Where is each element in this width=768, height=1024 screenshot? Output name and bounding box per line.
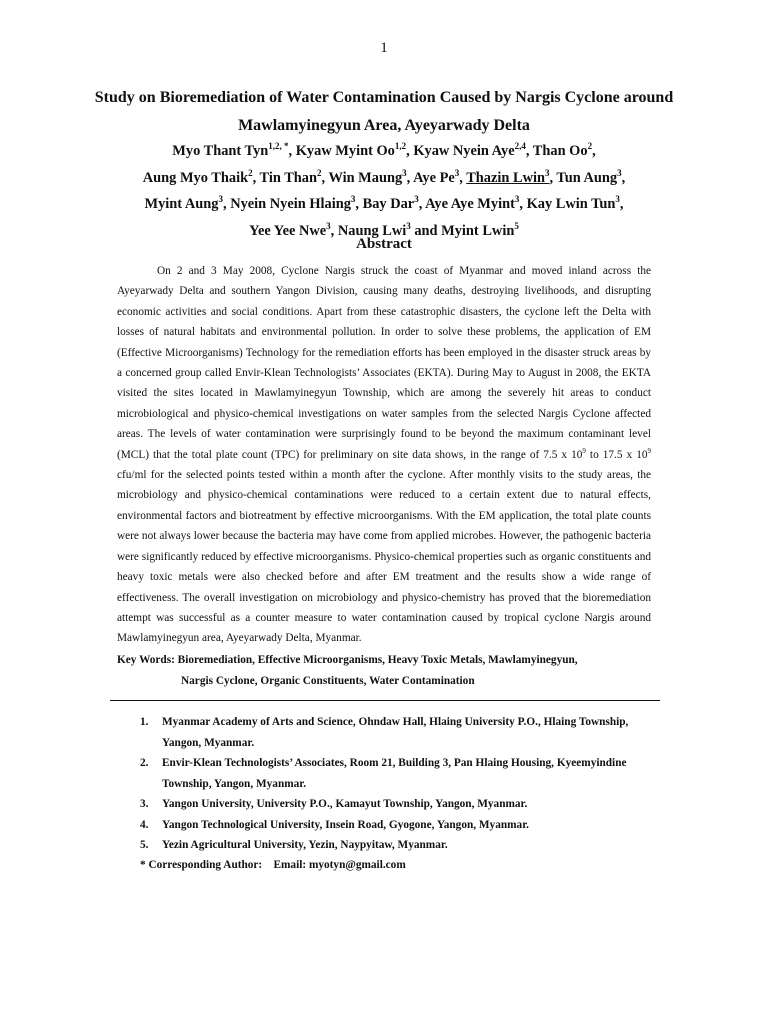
author-affiliation-mark: 3 <box>326 220 331 231</box>
author-separator: , <box>525 143 533 159</box>
author-separator: , <box>355 196 363 213</box>
author-separator: , <box>252 169 260 186</box>
author-separator: , <box>321 169 329 186</box>
author-affiliation-mark: 3 <box>615 194 620 205</box>
author-affiliation-mark: 2,4 <box>514 141 526 152</box>
author-name: Aye Aye Myint <box>425 196 515 213</box>
author-affiliation-mark: 2 <box>317 167 322 178</box>
abstract-text-part1: On 2 and 3 May 2008, Cyclone Nargis struck the coast of Myanmar and moved inland across the Ayeyarwady Delta and southern Yangon Division, causing many deaths, destroying livelihoods, and disrupting economic activities and social conditions. Apart from these catastrophic disasters, the cyclone left the Delta with losses of natural habitats and environmental pollution. In order to solve these problems, the application of EM (Effective Microorganisms) Technology for the remediation efforts has been employed in the disaster struck areas by a concerned group called Envir-Klean Technologists’ Associates (EKTA). During May to August in 2008, the EKTA visited the sites located in Mawlamyinegyun Township, which are among the severely hit areas to conduct microbiological and physico-chemical investigations on water samples from the selected Nargis Cyclone affected areas. The levels of water contamination were surprisingly found to be beyond the maximum contaminant level (MCL) that the total plate count (TPC) for preliminary on site data shows, in the range of 7.5 x 10 <box>117 265 651 461</box>
author-list <box>60 138 708 244</box>
affiliation-item <box>140 835 660 856</box>
author-affiliation-mark: 2 <box>587 141 593 152</box>
author-6 <box>259 167 322 186</box>
author-separator: , <box>619 196 624 213</box>
author-affiliation-mark: 1,2 <box>394 141 407 152</box>
author-13 <box>363 196 419 212</box>
author-affiliation-mark: 3 <box>544 167 550 178</box>
author-name: Win Maung <box>328 169 403 186</box>
author-separator: and <box>410 222 442 239</box>
author-separator: , <box>222 196 231 213</box>
author-name: Myo Thant Tyn <box>172 143 269 159</box>
author-14 <box>425 196 519 212</box>
author-separator: , <box>621 169 626 186</box>
abstract-exponent-2: 9 <box>647 446 651 455</box>
author-affiliation-mark: 3 <box>454 167 460 178</box>
author-9 <box>466 167 550 186</box>
author-4 <box>533 143 592 159</box>
author-name: Bay Dar <box>362 196 415 213</box>
author-affiliation-mark: 2 <box>248 167 253 178</box>
author-12 <box>230 196 355 212</box>
affiliation-item <box>140 815 660 836</box>
author-affiliation-mark: 3 <box>402 167 407 178</box>
author-name: Myint Aung <box>144 196 219 213</box>
author-separator: , <box>288 143 296 159</box>
affiliation-number: 4. <box>140 818 149 831</box>
author-name: Kay Lwin Tun <box>526 196 616 213</box>
author-separator: , <box>519 196 527 213</box>
author-separator: , <box>592 143 596 159</box>
author-name: Thazin Lwin <box>466 169 545 186</box>
abstract-heading: Abstract <box>356 236 412 252</box>
author-1 <box>172 143 288 159</box>
author-affiliation-mark: 3 <box>218 194 223 205</box>
affiliation-text: Yangon Technological University, Insein Road, Gyogone, Yangon, Myanmar. <box>162 818 529 831</box>
abstract-body <box>117 261 651 649</box>
author-name: Nyein Nyein Hlaing <box>230 196 351 213</box>
author-separator: , <box>330 222 338 239</box>
author-name: Aye Pe <box>413 169 455 186</box>
affiliation-text: Yezin Agricultural University, Yezin, Naypyitaw, Myanmar. <box>162 839 448 851</box>
author-affiliation-mark: 3 <box>406 220 411 231</box>
author-name: Myint Lwin <box>441 222 515 239</box>
author-10 <box>556 167 622 186</box>
affiliation-number: 3. <box>140 798 149 810</box>
author-separator: , <box>406 143 414 159</box>
affiliation-list <box>140 712 660 856</box>
affiliation-text: Yangon University, University P.O., Kamayut Township, Yangon, Myanmar. <box>162 798 528 810</box>
author-5 <box>142 167 253 186</box>
affiliation-item <box>140 753 660 794</box>
author-3 <box>413 143 526 159</box>
author-separator: , <box>406 169 414 186</box>
author-name: Tin Than <box>259 169 318 186</box>
affiliation-text: Myanmar Academy of Arts and Science, Ohndaw Hall, Hlaing University P.O., Hlaing Township, Yangon, Myanmar. <box>162 716 629 749</box>
author-2 <box>296 143 406 159</box>
author-affiliation-mark: 3 <box>414 194 419 205</box>
author-11 <box>145 196 223 212</box>
author-7 <box>328 167 407 186</box>
author-8 <box>413 167 460 186</box>
corresponding-author: * Corresponding Author: Email: myotyn@gmail.com <box>140 859 406 871</box>
keywords <box>117 650 651 691</box>
author-affiliation-mark: 3 <box>350 194 356 205</box>
affiliation-item <box>140 794 660 815</box>
abstract-exponent-1: 9 <box>582 446 586 455</box>
affiliation-text: Envir-Klean Technologists’ Associates, Room 21, Building 3, Pan Hlaing Housing, Kyeemyindine Township, Yangon, Myanmar. <box>162 757 627 790</box>
affiliation-number: 2. <box>140 757 149 769</box>
author-affiliation-mark: 3 <box>617 167 622 178</box>
author-15 <box>527 196 620 212</box>
keywords-line-1: Key Words: Bioremediation, Effective Microorganisms, Heavy Toxic Metals, Mawlamyinegyun, <box>117 654 578 666</box>
author-name: Kyaw Myint Oo <box>295 143 395 159</box>
affiliation-number: 5. <box>140 839 149 851</box>
author-separator: , <box>418 196 426 213</box>
abstract-text-part2: to 17.5 x 10 <box>585 448 648 461</box>
author-name: Aung Myo Thaik <box>142 169 249 186</box>
abstract-text-part3: cfu/ml for the selected points tested within a month after the cyclone. After monthly visits to the study areas, the microbiology and physico-chemical contaminations were reduced to a certain extent due to natural effects, environmental factors and biotreatment by effective microorganisms. With the EM application, the total plate counts were not always lower because the bacteria may have come from applied microbes. However, the pathogenic bacteria were significantly reduced by effective microorganisms. Physico-chemical properties such as organic constituents and heavy toxic metals were also checked before and after EM treatment and the results show a wide range of effectiveness. The overall investigation on microbiology and physico-chemistry has proved that the bioremediation attempt was successful as a counter measure to water contamination caused by tropical cyclone Nargis around Mawlamyinegyun area, Ayeyarwady Delta, Myanmar. <box>117 469 651 645</box>
author-name: Kyaw Nyein Aye <box>413 143 515 159</box>
author-name: Naung Lwi <box>337 222 407 239</box>
affiliation-number: 1. <box>140 716 149 728</box>
paper-title: Study on Bioremediation of Water Contamination Caused by Nargis Cyclone around Mawlamyinegyun Area, Ayeyarwady Delta <box>94 89 674 134</box>
author-affiliation-mark: 3 <box>514 194 520 205</box>
author-affiliation-mark: 1,2, * <box>268 141 289 152</box>
author-name: Yee Yee Nwe <box>249 222 327 239</box>
author-affiliation-mark: 5 <box>514 220 519 231</box>
author-separator: , <box>549 169 557 186</box>
author-name: Than Oo <box>532 143 588 159</box>
page-number: 1 <box>380 40 388 56</box>
keywords-line-2: Nargis Cyclone, Organic Constituents, Water Contamination <box>181 674 475 687</box>
section-divider <box>110 700 660 701</box>
author-name: Tun Aung <box>556 169 618 186</box>
author-separator: , <box>459 169 467 186</box>
affiliation-item <box>140 712 660 753</box>
